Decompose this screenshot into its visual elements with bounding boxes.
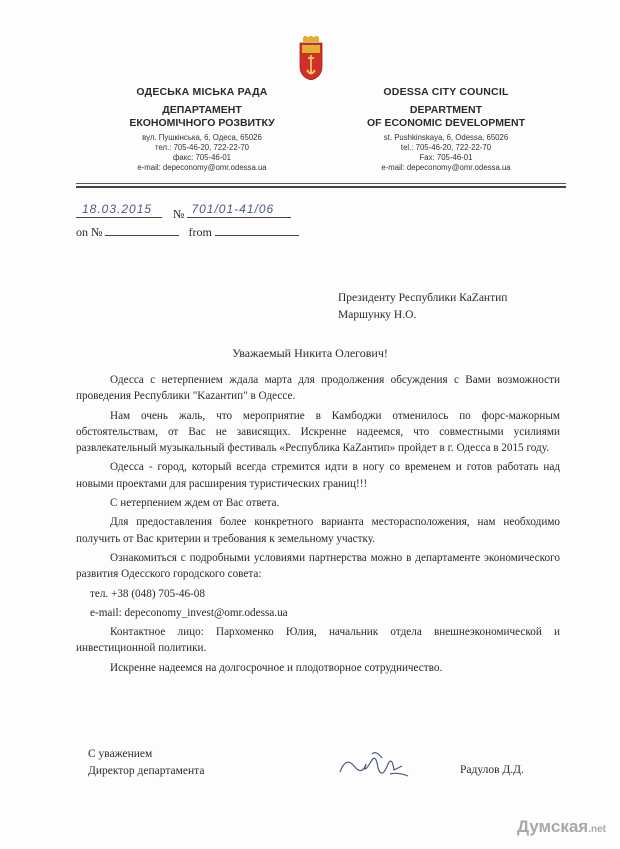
paragraph: С нетерпением ждем от Вас ответа. bbox=[110, 497, 280, 510]
date-field bbox=[76, 202, 162, 218]
closing-paragraph: Искренне надеемся на долгосрочное и плодотворное сотрудничество. bbox=[110, 661, 443, 674]
header-ukrainian bbox=[82, 86, 322, 173]
contact-person: Контактное лицо: Пархоменко Юлия, начальник отдела внешнеэкономической и инвестиционной политики. bbox=[76, 626, 560, 655]
letter-body bbox=[76, 372, 560, 676]
header-divider-thick bbox=[76, 186, 566, 188]
header-english bbox=[316, 86, 576, 173]
paragraph: Нам очень жаль, что мероприятие в Камбоджи отменилось по форс-мажорным обстоятельствам, от Вас не зависящих. Искренне надеемся, что совместными усилиями развлекательный музыкальный фестиваль «Республика КаZантип» пройдет в г. Одесса в 2015 году. bbox=[76, 409, 560, 455]
on-number-label: on № bbox=[76, 225, 103, 239]
paragraph: Ознакомиться с подробными условиями партнерства можно в департаменте экономического развития Одесского городского совета: bbox=[76, 551, 560, 581]
regards-line: С уважением bbox=[88, 748, 153, 760]
contact-email: e-mail: depeconomy_invest@omr.odessa.ua bbox=[90, 606, 288, 619]
watermark-logo: Думская.net bbox=[516, 817, 606, 836]
handwritten-number: 701/01-41/06 bbox=[191, 202, 275, 216]
number-label: № bbox=[173, 207, 185, 221]
signatory-name: Радулов Д.Д. bbox=[460, 764, 524, 776]
odessa-coat-of-arms-icon bbox=[298, 36, 324, 80]
registration-block bbox=[76, 202, 299, 241]
paragraph: Одесса - город, который всегда стремится идти в ногу со временем и готов работать над новыми проектами для расширения туристических границ!!! bbox=[76, 461, 560, 490]
header-divider bbox=[76, 183, 566, 184]
salutation: Уважаемый Никита Олегович! bbox=[232, 346, 388, 360]
paragraph: Для предоставления более конкретного варианта месторасположения, нам необходимо получить от Вас критерии и требования к земельному участку. bbox=[76, 516, 560, 545]
from-label: from bbox=[188, 225, 212, 239]
signature-block bbox=[88, 746, 204, 780]
addressee-title: Президенту Республики КаZантип bbox=[338, 292, 508, 304]
addressee-name: Маршунку Н.О. bbox=[338, 309, 417, 321]
org-name-en: ODESSA CITY COUNCIL bbox=[383, 86, 509, 98]
contact-block-en: st. Pushkinskaya, 6, Odessa, 65026 tel.: 705-46-20, 722-22-70 Fax: 705-46-01 e-mail: depeconomy@omr.odessa.ua bbox=[381, 133, 511, 172]
number-field bbox=[187, 202, 291, 218]
paragraph: Одесса с нетерпением ждала марта для продолжения обсуждения с Вами возможности проведения Республики "Kazантип" в Одессе. bbox=[76, 374, 560, 403]
dept-name-ua: ДЕПАРТАМЕНТ ЕКОНОМІЧНОГО РОЗВИТКУ bbox=[129, 104, 275, 129]
handwritten-signature bbox=[332, 746, 422, 786]
position-line: Директор департамента bbox=[88, 765, 205, 777]
dept-name-en: DEPARTMENT OF ECONOMIC DEVELOPMENT bbox=[366, 104, 526, 129]
addressee-block bbox=[338, 290, 507, 324]
from-field bbox=[215, 223, 299, 236]
contact-block-ua: вул. Пушкінська, 6, Одеса, 65026 тел.: 705-46-20, 722-22-70 факс: 705-46-01 e-mail: depeconomy@omr.odessa.ua bbox=[137, 133, 267, 172]
org-name-ua: ОДЕСЬКА МІСЬКА РАДА bbox=[136, 86, 268, 98]
contact-phone: тел. +38 (048) 705-46-08 bbox=[90, 587, 205, 600]
on-number-field bbox=[105, 223, 179, 236]
handwritten-date: 18.03.2015 bbox=[82, 202, 153, 216]
